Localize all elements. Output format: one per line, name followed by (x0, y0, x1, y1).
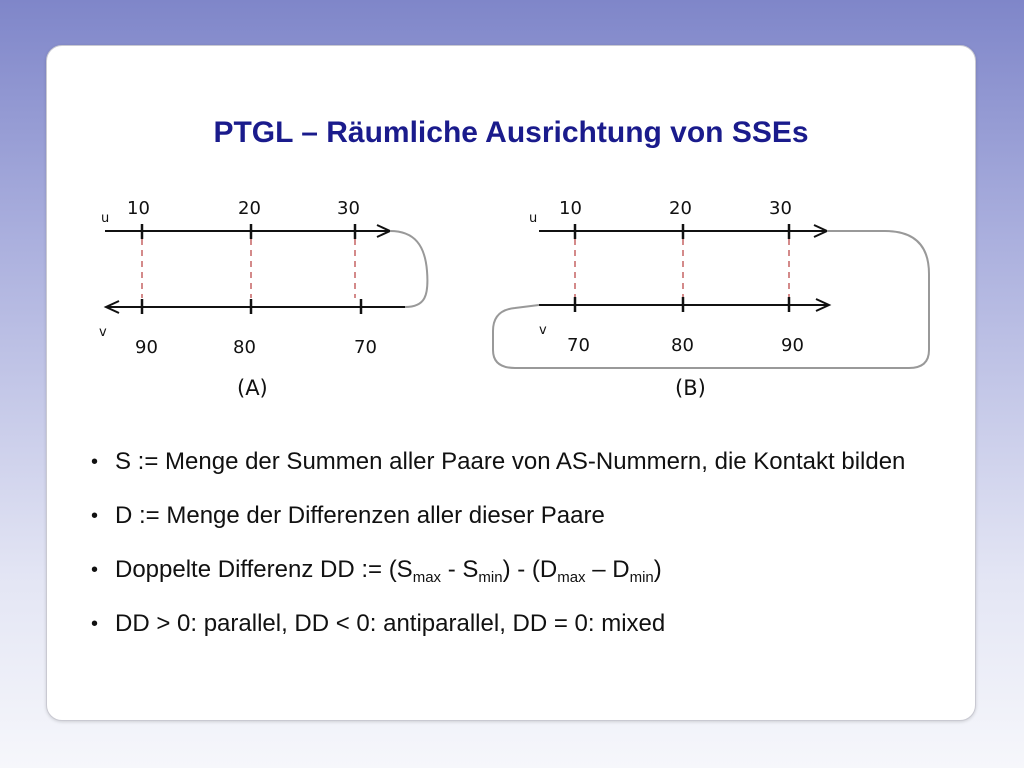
diagram-a-v-label: v (99, 325, 107, 340)
diagram-a-bottom-number-1: 90 (135, 337, 158, 358)
slide-panel (46, 45, 976, 721)
diagram-b-caption: (B) (675, 376, 706, 400)
diagram-b (493, 198, 929, 400)
diagram-a-bottom-number-2: 80 (233, 337, 256, 358)
diagram-a-bottom-number-3: 70 (354, 337, 377, 358)
diagram-b-bottom-number-2: 80 (671, 335, 694, 356)
slide-title: PTGL – Räumliche Ausrichtung von SSEs (213, 116, 809, 149)
diagram-b-loop (493, 231, 929, 368)
bullet-item-dd-interpretation: • DD > 0: parallel, DD < 0: antiparallel, DD = 0: mixed (89, 608, 949, 640)
diagram-a-top-number-2: 20 (238, 198, 261, 219)
diagram-b-bottom-number-1: 70 (567, 335, 590, 356)
diagram-b-top-number-3: 30 (769, 198, 792, 219)
diagram-a-loop (390, 231, 427, 307)
diagram-b-bottom-number-3: 90 (781, 335, 804, 356)
bullet-item-sum-set: • S := Menge der Summen aller Paare von AS-Nummern, die Kontakt bilden (89, 446, 949, 478)
diagram-a-top-number-1: 10 (127, 198, 150, 219)
diagram-a-u-label: u (101, 211, 110, 226)
diagram-b-u-label: u (529, 211, 538, 226)
bullet-item-difference-set: • D := Menge der Differenzen aller dieser Paare (89, 500, 949, 532)
diagram-b-v-label: v (539, 323, 547, 338)
diagram-a-caption: (A) (237, 376, 268, 400)
bullet-list (89, 446, 949, 662)
bullet-item-double-difference: • Doppelte Differenz DD := $(S_{max} - S_{min}) - (D_{max} - D_{min})$ (89, 554, 949, 586)
sse-orientation-diagram (47, 46, 975, 426)
diagram-b-top-number-1: 10 (559, 198, 582, 219)
diagram-a-top-number-3: 30 (337, 198, 360, 219)
diagram-a (99, 198, 427, 400)
diagram-b-top-number-2: 20 (669, 198, 692, 219)
